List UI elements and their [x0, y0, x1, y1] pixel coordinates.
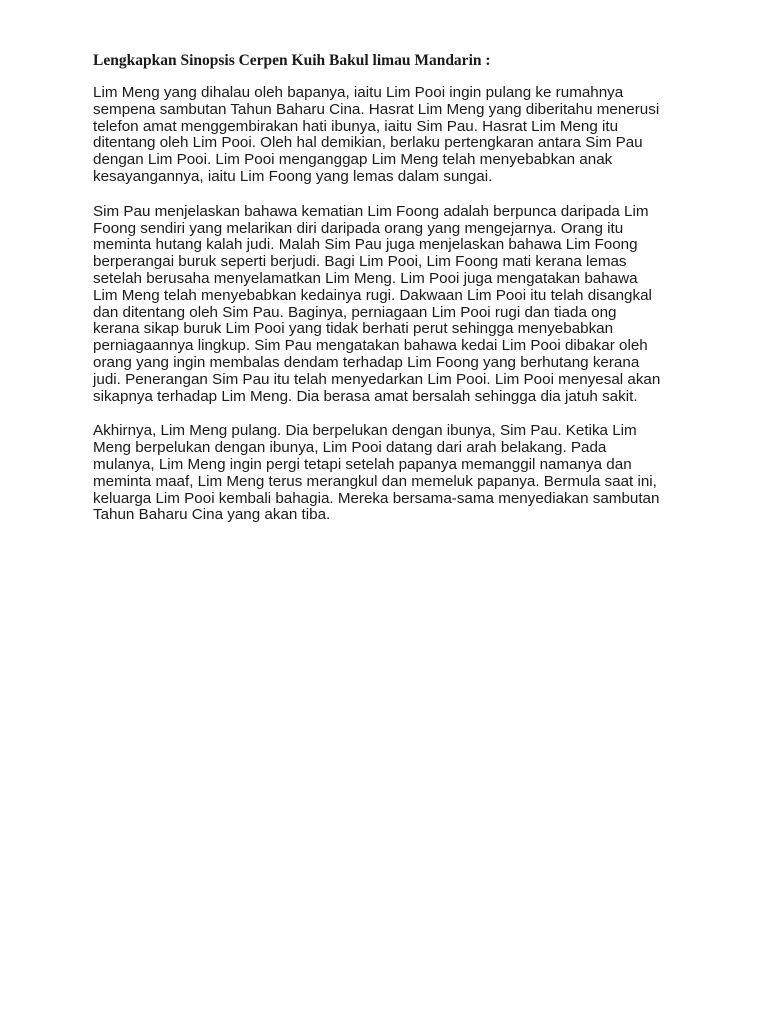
paragraph-3	[93, 423, 683, 524]
paragraph-line: orang yang ingin membalas dendam terhadap Lim Foong yang berhutang kerana	[93, 353, 640, 371]
document-title: Lengkapkan Sinopsis Cerpen Kuih Bakul limau Mandarin :	[93, 52, 491, 69]
paragraph-line: Lim Meng yang dihalau oleh bapanya, iaitu Lim Pooi ingin pulang ke rumahnya	[93, 84, 624, 101]
paragraph-line: Sim Pau menjelaskan bahawa kematian Lim Foong adalah berpunca daripada Lim	[93, 202, 649, 220]
paragraph-line: berperangai buruk seperti berjudi. Bagi Lim Pooi, Lim Foong mati kerana lemas	[93, 253, 627, 271]
paragraph-line: ditentang oleh Lim Pooi. Oleh hal demikian, berlaku pertengkaran antara Sim Pau	[93, 134, 643, 152]
paragraph-line: Akhirnya, Lim Meng pulang. Dia berpelukan dengan ibunya, Sim Pau. Ketika Lim	[93, 422, 637, 440]
paragraph-line: Lim Meng telah menyebabkan kedainya rugi. Dakwaan Lim Pooi itu telah disangkal	[93, 286, 652, 304]
paragraph-line: dengan Lim Pooi. Lim Pooi menganggap Lim Meng telah menyebabkan anak	[93, 151, 613, 169]
paragraph-line: kesayangannya, iaitu Lim Foong yang lemas dalam sungai.	[93, 167, 493, 185]
paragraph-line: setelah berusaha menyelamatkan Lim Meng. Lim Pooi juga mengatakan bahawa	[93, 269, 638, 287]
paragraph-line: judi. Penerangan Sim Pau itu telah menyedarkan Lim Pooi. Lim Pooi menyesal akan	[93, 370, 661, 388]
paragraph-line: meminta maaf, Lim Meng terus merangkul dan memeluk papanya. Bermula saat ini,	[93, 472, 657, 490]
document-page	[93, 52, 683, 542]
paragraph-line: kerana sikap buruk Lim Pooi yang tidak berhati perut sehingga menyebabkan	[93, 320, 614, 338]
paragraph-line: Foong sendiri yang melarikan diri daripada orang yang mengejarnya. Orang itu	[93, 219, 624, 237]
paragraph-line: Meng berpelukan dengan ibunya, Lim Pooi datang dari arah belakang. Pada	[93, 439, 607, 457]
paragraph-line: sempena sambutan Tahun Baharu Cina. Hasrat Lim Meng yang diberitahu menerusi	[93, 100, 660, 118]
paragraph-line: perniagaannya lingkup. Sim Pau mengatakan bahawa kedai Lim Pooi dibakar oleh	[93, 337, 648, 355]
paragraph-line: dan ditentang oleh Sim Pau. Baginya, perniagaan Lim Pooi rugi dan tiada ong	[93, 303, 617, 321]
paragraph-line: sikapnya terhadap Lim Meng. Dia berasa amat bersalah sehingga dia jatuh sakit.	[93, 387, 638, 405]
paragraph-line: telefon amat menggembirakan hati ibunya, iaitu Sim Pau. Hasrat Lim Meng itu	[93, 117, 619, 135]
paragraph-line: meminta hutang kalah judi. Malah Sim Pau juga menjelaskan bahawa Lim Foong	[93, 236, 638, 254]
paragraph-line: mulanya, Lim Meng ingin pergi tetapi setelah papanya memanggil namanya dan	[93, 455, 632, 473]
paragraph-2	[93, 204, 683, 406]
paragraph-line: Tahun Baharu Cina yang akan tiba.	[93, 506, 331, 524]
paragraph-line: keluarga Lim Pooi kembali bahagia. Mereka bersama-sama menyediakan sambutan	[93, 489, 660, 507]
paragraph-1	[93, 85, 683, 186]
